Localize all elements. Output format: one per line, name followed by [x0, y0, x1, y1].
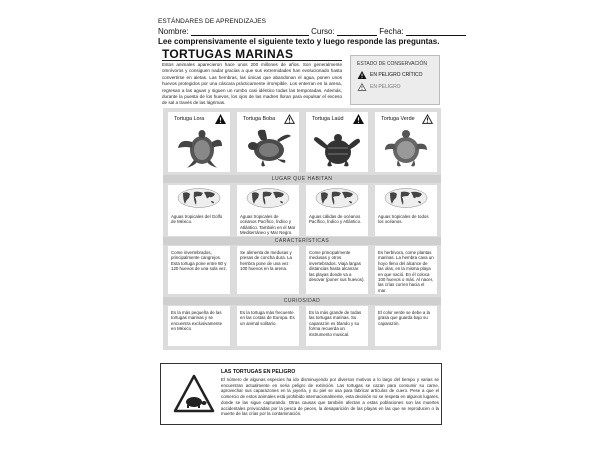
- turtle-card-laud: [306, 112, 368, 172]
- instruction-text: Lee comprensivamente el siguiente texto y luego responde las preguntas.: [158, 37, 440, 46]
- curiosity-text: Es la tortuga más frecuente en las costas de Europa. Es un animal solitario.: [237, 306, 299, 346]
- turtle-card-verde: [375, 112, 437, 172]
- world-map-icon: [246, 188, 290, 208]
- legend-danger: [351, 79, 439, 91]
- turtle-warning-sign-icon: [173, 374, 215, 414]
- danger-text: El número de algunas especies ha ido disminuyendo por diversos motivos a lo largo del tiempo y varias se encuentran actualmente en seria peligro de extinción. Las tortugas se cazan para consumir su carne, aprovechar sus caparazones en la joyería, y su piel se usa para fabricar artículos de cuero. Pese a que el comercio de estos animales está prohibido internacionalmente, esta decisión no se respeta en algunos lugares, donde se las sigue capturando. Otras causas que también afectan a estas poblaciones son las muertes accidentales provocadas por la pesca de peces, la desaparición de las playas en las que se reproducen o la muerte de las crías por la contaminación.: [221, 377, 439, 417]
- section-habitat: LUGAR QUE HABITAN: [163, 175, 441, 183]
- turtle-image: [243, 126, 293, 170]
- turtle-name: Tortuga Lora: [174, 116, 205, 122]
- danger-title: LAS TORTUGAS EN PELIGRO: [221, 369, 296, 375]
- section-label: ESTÁNDARES DE APRENDIZAJES: [158, 18, 267, 25]
- turtle-card-boba: [237, 112, 299, 172]
- habitat-text: Aguas tropicales del Golfo de México.: [168, 210, 230, 236]
- turtle-name: Tortuga Laúd: [312, 116, 344, 122]
- warning-filled-icon: [215, 114, 226, 124]
- world-map-icon: [177, 188, 221, 208]
- warning-outline-icon: [284, 114, 295, 124]
- warning-filled-icon: [357, 71, 367, 79]
- date-field[interactable]: [406, 28, 466, 36]
- course-label: Curso:: [311, 27, 335, 36]
- characteristics-text: Come invertebrados, principalmente cangrejos. Esta tortuga pone entre 80 y 120 huevos de una sola vez.: [168, 246, 230, 294]
- conservation-title: ESTADO DE CONSERVACIÓN: [357, 61, 428, 67]
- curiosity-text: El color verde se debe a la grasa que guarda bajo su caparazón.: [375, 306, 437, 346]
- student-info-line: [158, 27, 448, 36]
- section-curiosity: CURIOSIDAD: [163, 297, 441, 305]
- warning-filled-icon: [353, 114, 364, 124]
- legend-danger-label: EN PELIGRO: [370, 84, 401, 90]
- curiosity-text: Es la más pequeña de las tortugas marinas y se encuentra exclusivamente en México: [168, 306, 230, 346]
- turtle-name: Tortuga Boba: [243, 116, 276, 122]
- turtle-image: [381, 126, 431, 170]
- habitat-map: [306, 185, 368, 211]
- habitat-text: Aguas tropicales de todos los océanos.: [375, 210, 437, 236]
- habitat-map: [375, 185, 437, 211]
- turtle-name: Tortuga Verde: [381, 116, 415, 122]
- turtle-image: [174, 126, 224, 170]
- warning-outline-icon: [357, 83, 367, 91]
- world-map-icon: [315, 188, 359, 208]
- warning-outline-icon: [422, 114, 433, 124]
- habitat-text: Aguas tropicales de océanos Pacífico, Índico y Atlántico. También en el Mar Mediterráneo y Mar Negro.: [237, 210, 299, 236]
- conservation-legend: [350, 55, 440, 105]
- curiosity-text: Es la más grande de todas las tortugas marinas. Su caparazón es blando y su forma recuerda un instrumento musical.: [306, 306, 368, 346]
- characteristics-text: Es herbívora, come plantas marinas. La hembra cava un hoyo lleno del alcance de las olas, en la misma playa en que nació. En él coloca 100 huevos o más. Al nacer, las crías corren hacia el mar.: [375, 246, 437, 294]
- legend-critical-label: EN PELIGRO CRÍTICO: [370, 72, 423, 78]
- name-label: Nombre:: [158, 27, 189, 36]
- date-label: Fecha:: [379, 27, 404, 36]
- endangered-info-box: [160, 363, 442, 425]
- turtle-card-lora: [168, 112, 230, 172]
- article-title: TORTUGAS MARINAS: [162, 47, 294, 61]
- course-field[interactable]: [337, 28, 377, 36]
- name-field[interactable]: [191, 28, 309, 36]
- habitat-map: [168, 185, 230, 211]
- article-intro: Estos animales aparecieron hace unos 200 millones de años. Son generalmente omnívoros y consiguen nadar gracias a que sus extremidades han evolucionado hasta convertirse en aletas. Las hembras, las únicas que abandonan el agua, ponen unos huevos protegidos por una cáscara prácticamente irrompible. Los enterran en la arena, regresan a las aguas y siguen un rumbo casi idéntico todas las temporadas. Además, durante la puesta de los huevos, los ojos de las madres lloran para expulsar el exceso de sal a través de las lágrimas.: [162, 62, 342, 106]
- habitat-text: Aguas cálidas de océanos Pacífico, Índico y Atlántico.: [306, 210, 368, 236]
- section-characteristics: CARACTERÍSTICAS: [163, 237, 441, 245]
- characteristics-text: Come principalmente medusas y otros invertebrados. Viaja largas distancias hasta alcanzar las playas donde va a desovar (poner sus huevos).: [306, 246, 368, 294]
- turtle-image: [312, 126, 362, 170]
- title-divider: [162, 60, 342, 61]
- characteristics-text: Se alimenta de medusas y presas de concha dura. La hembra pone de una vez 100 huevos en la arena.: [237, 246, 299, 294]
- habitat-map: [237, 185, 299, 211]
- legend-critical: [351, 67, 439, 79]
- world-map-icon: [384, 188, 428, 208]
